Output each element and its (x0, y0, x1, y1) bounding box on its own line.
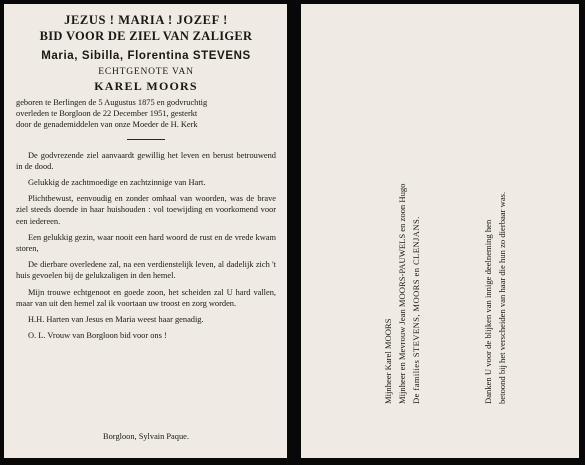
family-line: Mijnheer Karel MOORS (383, 318, 393, 404)
paragraph: De dierbare overledene zal, na een verdienstelijk leven, al dadelijk zich 't huis gevoelen bij de gelukzaligen in den hemel. (16, 260, 276, 281)
invocation-heading: JEZUS ! MARIA ! JOZEF ! (64, 13, 228, 27)
deceased-name: Maria, Sibilla, Florentina STEVENS (41, 50, 251, 62)
thanks-line: betoond bij het verscheiden van haar die hun zo dierbaar was. (497, 191, 507, 404)
paragraph: Gelukkig de zachtmoedige en zachtzinnige van Hart. (28, 178, 206, 188)
divider (127, 139, 165, 140)
death-line: overleden te Borgloon de 22 December 1951, gesterkt (16, 109, 198, 119)
birth-line: geboren te Berlingen de 5 Augustus 1875 en godvruchtig (16, 98, 208, 107)
prayer-request-heading: BID VOOR DE ZIEL VAN ZALIGER (39, 29, 253, 43)
paragraph: Plichtbewust, eenvoudig en zonder omhaal van woorden, was de brave ziel steeds doende in haar huishouden : vol toewijding en voorkomend voor een iedereen. (16, 194, 276, 226)
paragraph: De godvrezende ziel aanvaardt gewillig het leven en berust betrouwend in de dood. (16, 150, 276, 171)
spouse-name: KAREL MOORS (94, 79, 198, 93)
back-rotated-text (381, 54, 509, 404)
closing-prayer: H.H. Harten van Jesus en Maria weest haar genadig. (28, 315, 204, 325)
paragraph: Een gelukkig gezin, waar nooit een hard woord de rust en de vrede kwam storen, (16, 232, 276, 254)
front-text-block (16, 12, 276, 346)
family-line: Mijnheer en Mevrouw Jean MOORS-PAUWELS en zoon Hugo (397, 183, 407, 404)
paragraph: Mijn trouwe echtgenoot en goede zoon, het scheiden zal U hard vallen, maar van uit den hemel zal ik voortaan uw troost en zorg worden. (16, 287, 276, 308)
closing-prayer: O. L. Vrouw van Borgloon bid voor ons ! (28, 331, 167, 341)
family-line: De families STEVENS, MOORS en CLENJANS. (411, 216, 421, 404)
sacraments-line: door de genademiddelen van onze Moeder de H. Kerk (16, 120, 198, 130)
thanks-line: Danken U voor de blijken van innige deelneming hen (483, 219, 493, 404)
birth-death-details (16, 97, 276, 131)
memorial-card-front (4, 4, 287, 458)
printer-credit: Borgloon, Sylvain Paque. (103, 432, 189, 441)
spouse-prefix: ECHTGENOTE VAN (98, 67, 194, 77)
spacer (423, 54, 481, 404)
memorial-card-back (301, 4, 579, 458)
